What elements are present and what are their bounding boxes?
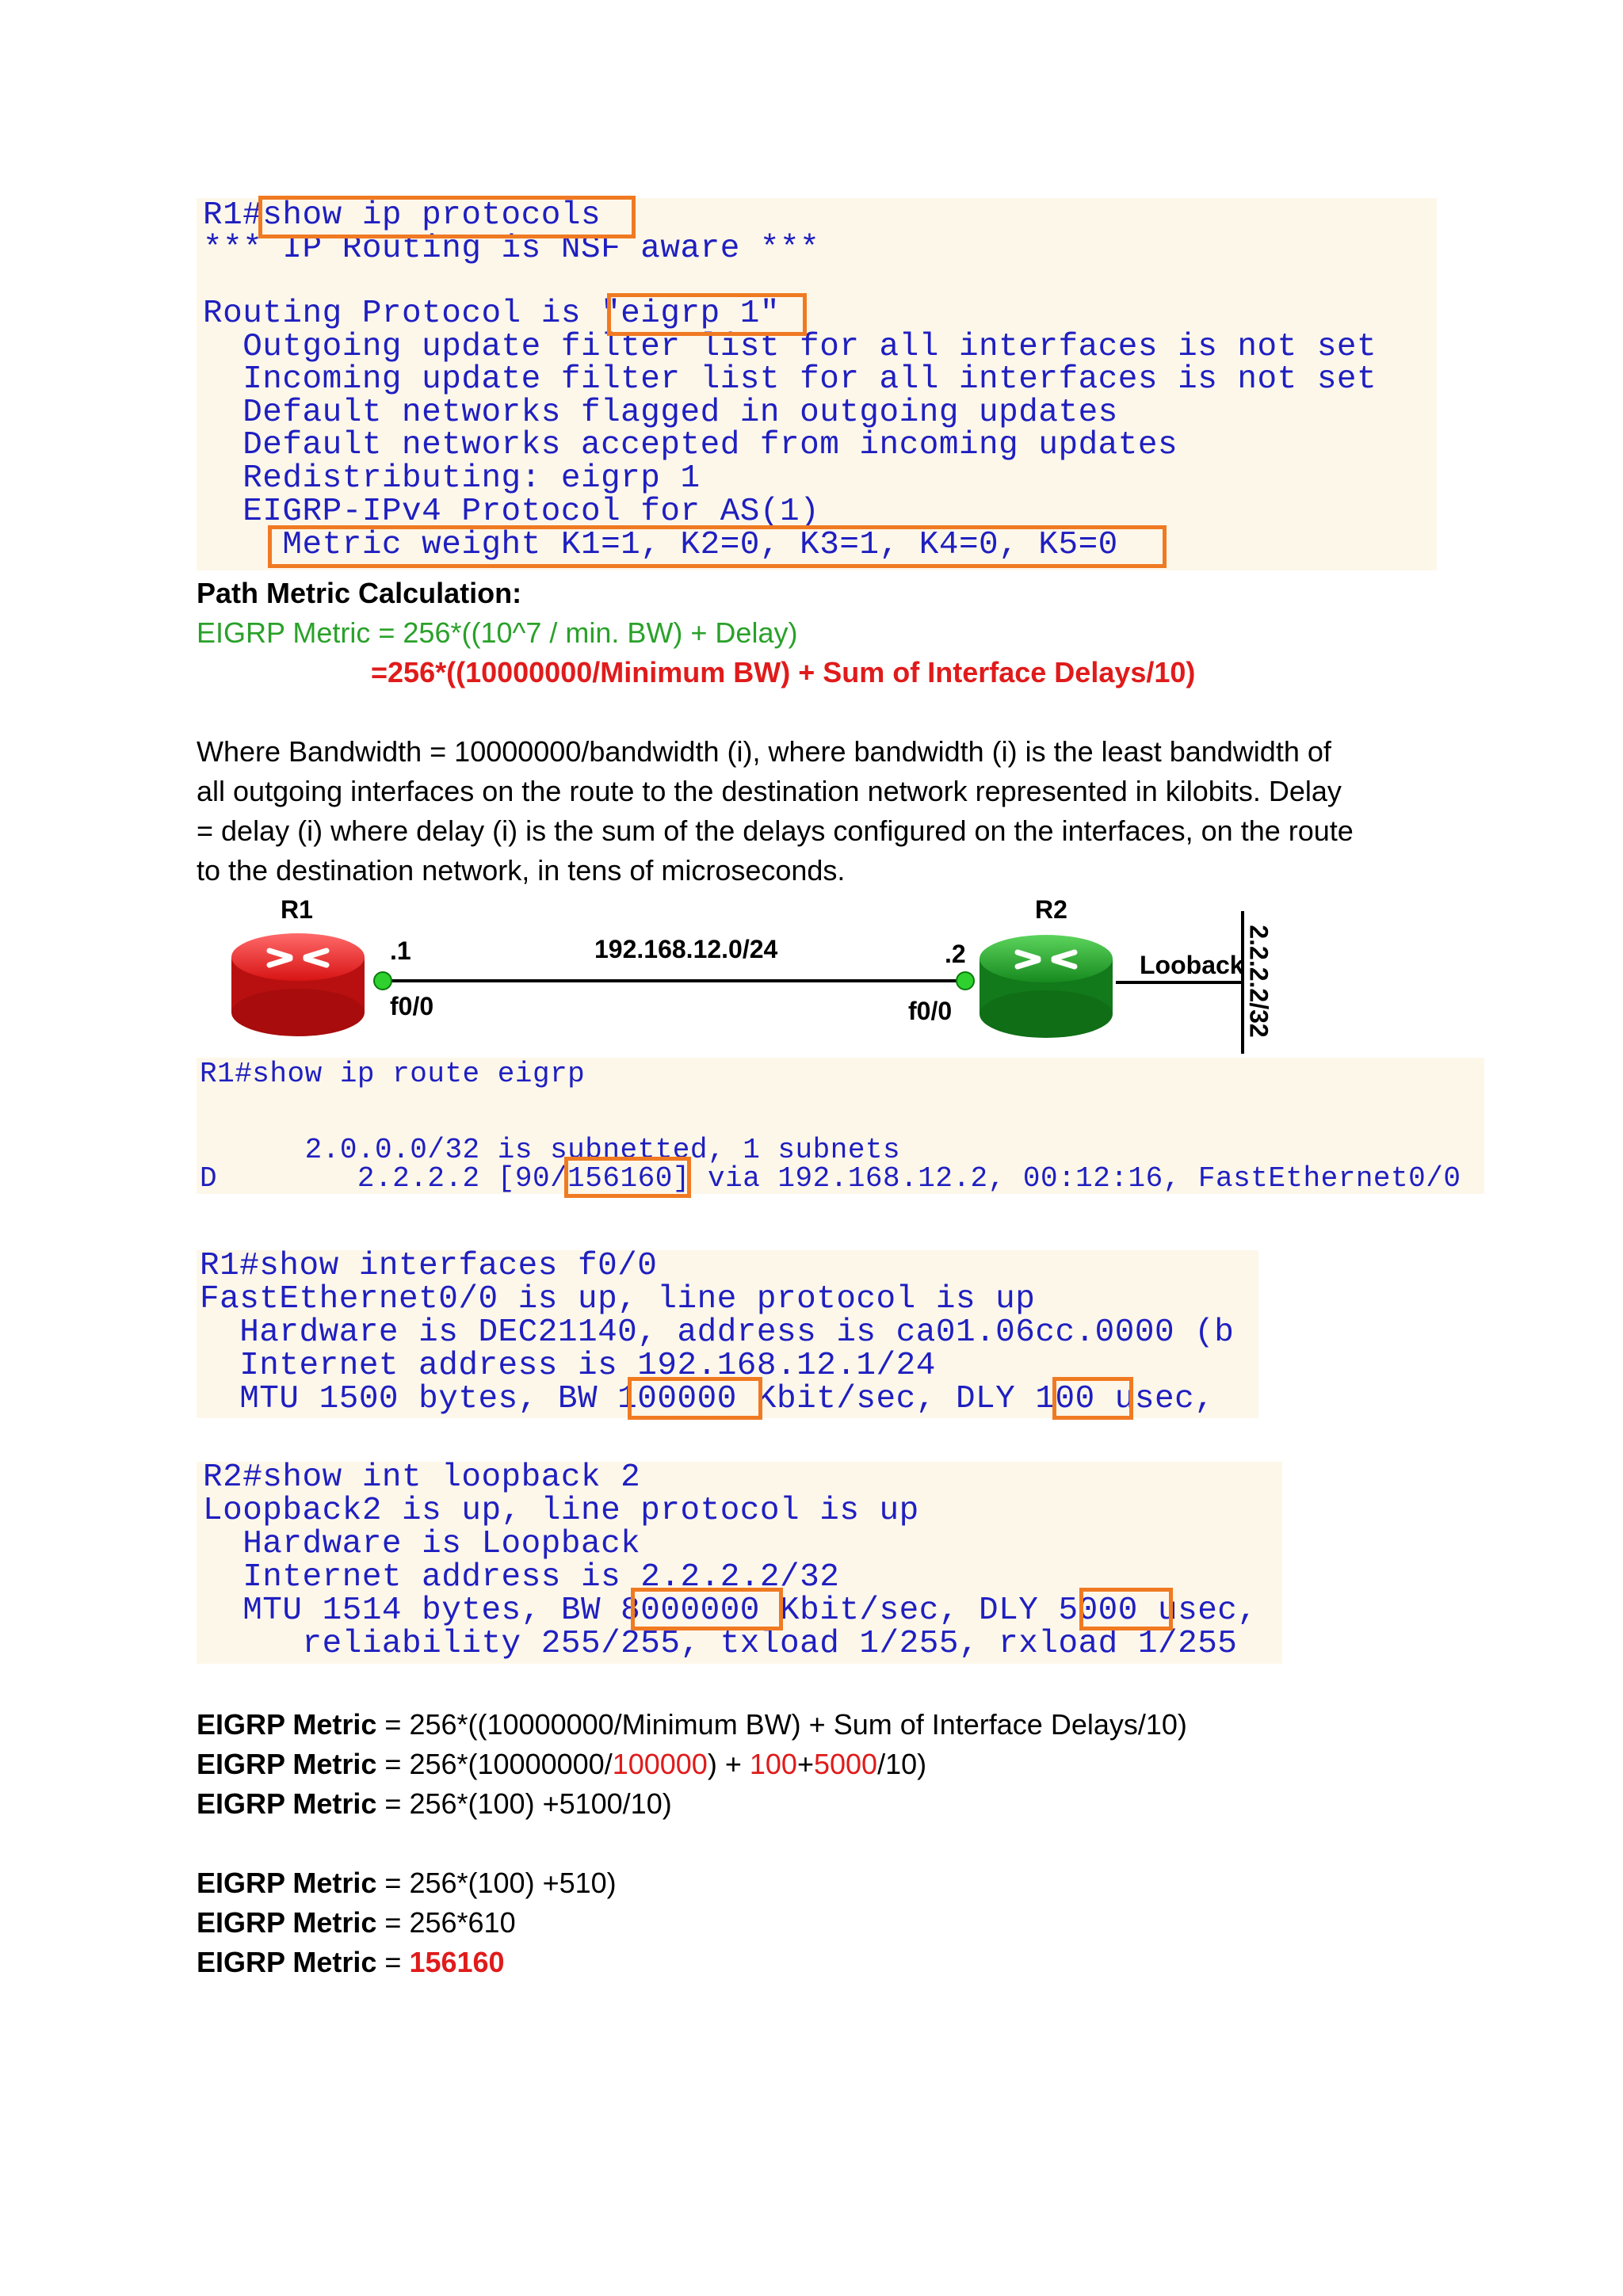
terminal-line: R1#show interfaces f0/0: [200, 1248, 658, 1284]
highlight-metric-weight: [268, 525, 1167, 568]
calc-label: EIGRP Metric: [197, 1787, 377, 1820]
explanation-line: = delay (i) where delay (i) is the sum of the delays configured on the interfaces, on the route: [197, 814, 1354, 847]
explanation-line: Where Bandwidth = 10000000/bandwidth (i), where bandwidth (i) is the least bandwidth of: [197, 735, 1331, 768]
calc-part: ) +: [707, 1748, 750, 1780]
topology-diagram: [222, 895, 1316, 1062]
terminal-block-loopback: [197, 1459, 1282, 1664]
calc-eq: =: [376, 1748, 410, 1780]
terminal-line: reliability 255/255, txload 1/255, rxload 1/255: [203, 1626, 1238, 1662]
terminal-line: Redistributing: eigrp 1: [203, 460, 701, 497]
calc-value: 256*(100) +510): [409, 1867, 617, 1899]
highlight-route-metric: [564, 1157, 691, 1198]
calc-value: 256*(100) +5100/10): [409, 1787, 672, 1820]
terminal-line: Incoming update filter list for all interfaces is not set: [203, 361, 1377, 398]
highlight-show-ip-protocols: [258, 196, 636, 238]
calc-value: 256*610: [409, 1906, 516, 1939]
r2-interface-dot: [957, 972, 974, 990]
calc-label: EIGRP Metric: [197, 1708, 377, 1741]
explanation-line: all outgoing interfaces on the route to the destination network represented in kilobits. Delay: [197, 775, 1342, 807]
router-r2-icon: [980, 935, 1113, 1038]
terminal-line: Default networks accepted from incoming updates: [203, 427, 1178, 463]
calc-label: EIGRP Metric: [197, 1867, 377, 1899]
terminal-line: EIGRP-IPv4 Protocol for AS(1): [203, 494, 820, 530]
terminal-line: Routing Protocol is "eigrp 1": [203, 296, 781, 332]
router-r1-icon: [231, 933, 365, 1036]
explanation-line: to the destination network, in tens of microseconds.: [197, 854, 846, 887]
calc-line-3: [197, 1784, 672, 1824]
r1-ip-label: .1: [390, 936, 411, 965]
path-metric-heading: Path Metric Calculation:: [197, 577, 522, 609]
calc-part: 256*(10000000/: [409, 1748, 613, 1780]
calc-line-5: [197, 1903, 516, 1943]
terminal-block-ip-protocols: [197, 198, 1437, 570]
highlight-dly-100: [1052, 1377, 1133, 1420]
calc-bw-value: 100000: [612, 1748, 708, 1780]
calc-line-2: [197, 1745, 926, 1784]
terminal-line: Loopback2 is up, line protocol is up: [203, 1493, 919, 1529]
calc-delay1-value: 100: [749, 1748, 797, 1780]
r1-iface-label: f0/0: [390, 992, 434, 1020]
terminal-line: Internet address is 192.168.12.1/24: [200, 1348, 936, 1384]
terminal-line: D 2.2.2.2 [90/156160] via 192.168.12.2, 00:12:16, FastEthernet0/0: [200, 1162, 1461, 1195]
calc-label: EIGRP Metric: [197, 1748, 377, 1780]
calc-line-1: [197, 1705, 1187, 1745]
r1-label: R1: [281, 895, 313, 924]
terminal-line: Metric weight K1=1, K2=0, K3=1, K4=0, K5=0: [203, 527, 1118, 563]
terminal-line: 2.0.0.0/32 is subnetted, 1 subnets: [200, 1134, 901, 1166]
calc-value: 256*((10000000/Minimum BW) + Sum of Interface Delays/10): [409, 1708, 1187, 1741]
terminal-line: R2#show int loopback 2: [203, 1459, 641, 1496]
terminal-block-ip-route: [197, 1058, 1484, 1194]
calc-eq: =: [376, 1787, 410, 1820]
calc-line-6: [197, 1943, 505, 1982]
r2-ip-label: .2: [945, 940, 966, 968]
terminal-line: R1#show ip route eigrp: [200, 1058, 586, 1090]
terminal-line: FastEthernet0/0 is up, line protocol is up: [200, 1281, 1036, 1318]
terminal-line: Outgoing update filter list for all interfaces is not set: [203, 329, 1377, 365]
eigrp-formula: EIGRP Metric = 256*((10^7 / min. BW) + Delay): [197, 616, 798, 649]
network-label: 192.168.12.0/24: [594, 935, 778, 963]
calc-part: +: [796, 1748, 814, 1780]
calc-final-value: 156160: [409, 1946, 505, 1978]
terminal-line: Default networks flagged in outgoing updates: [203, 395, 1118, 431]
highlight-dly-5000: [1079, 1588, 1173, 1630]
loopback-label: Looback: [1140, 951, 1244, 979]
terminal-line: R1#show ip protocols: [203, 197, 601, 234]
calc-eq: =: [376, 1906, 410, 1939]
terminal-line: MTU 1500 bytes, BW 100000 Kbit/sec, DLY 100 usec,: [200, 1381, 1215, 1417]
terminal-line: Internet address is 2.2.2.2/32: [203, 1559, 840, 1596]
calc-label: EIGRP Metric: [197, 1906, 377, 1939]
calc-eq: =: [376, 1867, 410, 1899]
calc-delay2-value: 5000: [813, 1748, 878, 1780]
calc-eq: =: [376, 1708, 410, 1741]
highlight-bw-100000: [628, 1377, 762, 1420]
calc-line-4: [197, 1863, 617, 1903]
terminal-line: Hardware is Loopback: [203, 1526, 641, 1562]
eigrp-formula-expanded: =256*((10000000/Minimum BW) + Sum of Interface Delays/10): [371, 656, 1196, 688]
highlight-eigrp-1: [607, 293, 807, 336]
r2-iface-label: f0/0: [908, 997, 953, 1025]
loopback-network-label: 2.2.2.2/32: [1244, 925, 1274, 1038]
calc-eq: =: [376, 1946, 410, 1978]
terminal-line: *** IP Routing is NSF aware ***: [203, 231, 820, 267]
r2-label: R2: [1035, 895, 1067, 924]
calc-label: EIGRP Metric: [197, 1946, 377, 1978]
r1-interface-dot: [374, 972, 391, 990]
terminal-line: MTU 1514 bytes, BW 8000000 Kbit/sec, DLY 5000 usec,: [203, 1592, 1258, 1629]
terminal-line: Hardware is DEC21140, address is ca01.06cc.0000 (b: [200, 1314, 1235, 1351]
calc-part: /10): [877, 1748, 927, 1780]
highlight-bw-8000000: [631, 1588, 783, 1630]
